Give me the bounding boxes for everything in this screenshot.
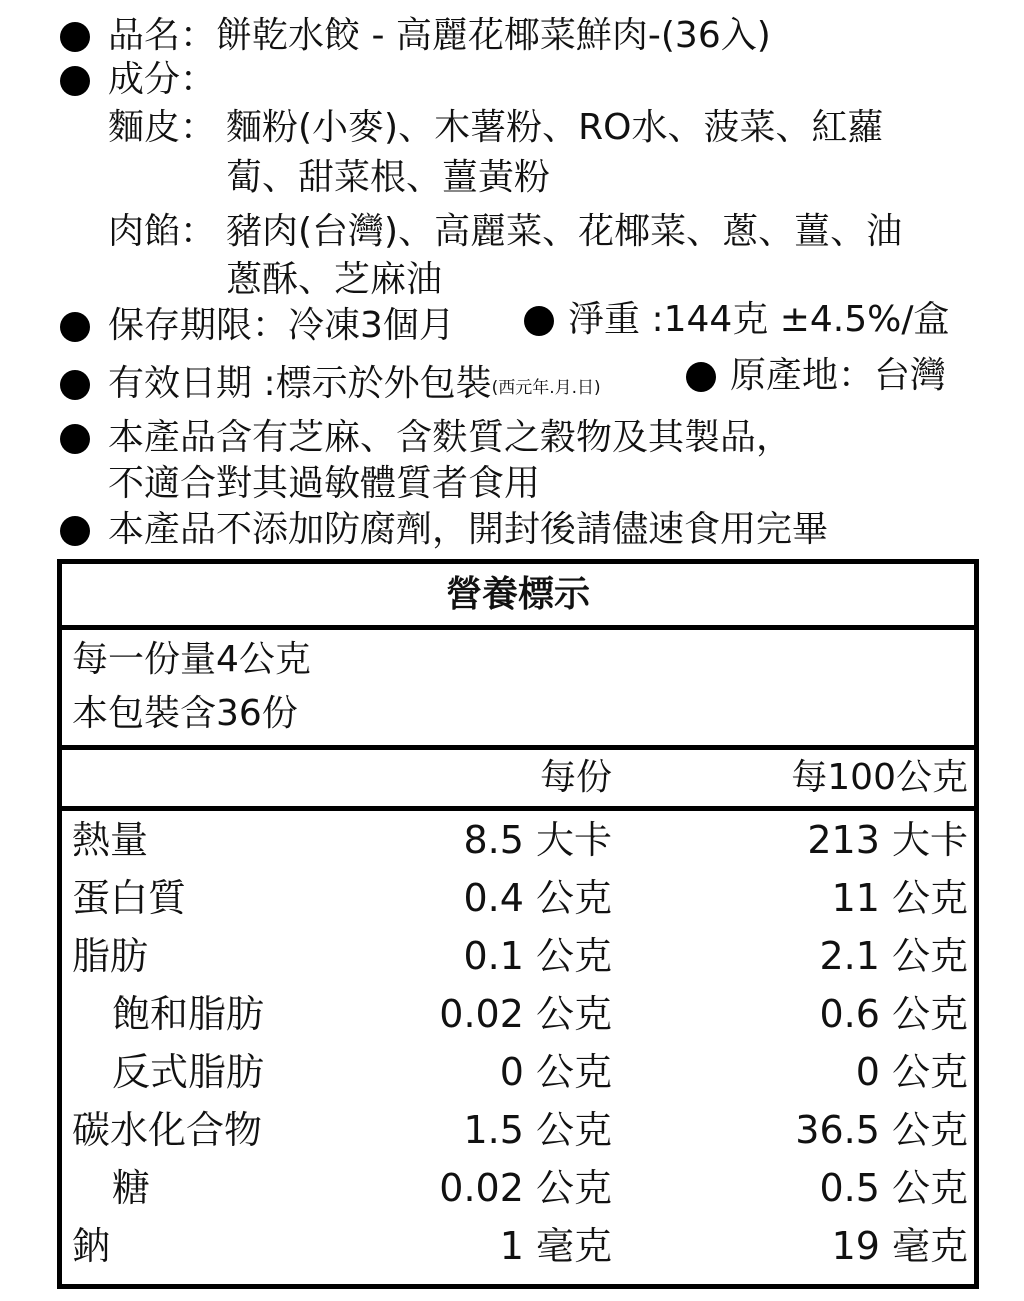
- table-row: [62, 1159, 974, 1217]
- per-serving-value: 1 毫克: [499, 1224, 612, 1268]
- expiry-format-note: (西元年.月.日): [491, 378, 601, 398]
- nutrient-label: 反式脂肪: [112, 1050, 265, 1094]
- filling-label: 肉餡：: [108, 211, 217, 252]
- table-row: [62, 985, 974, 1043]
- table-row: [62, 1101, 974, 1159]
- nutrient-label: 鈉: [72, 1224, 111, 1268]
- nutrient-label: 脂肪: [72, 934, 149, 978]
- table-row: [62, 927, 974, 985]
- per-serving-value: 1.5 公克: [463, 1108, 612, 1152]
- serving-size: 每一份量4公克: [72, 639, 311, 680]
- per-serving-value: 0.1 公克: [463, 934, 612, 978]
- expiry-text: 有效日期 :標示於外包裝: [108, 363, 492, 404]
- wrapper-label: 麵皮：: [108, 107, 217, 148]
- per-serving-value: 8.5 大卡: [463, 818, 612, 862]
- nutrient-label: 糖: [112, 1166, 151, 1210]
- allergen-line2: 不適合對其過敏體質者食用: [108, 463, 541, 504]
- allergen-line1: 本產品含有芝麻、含麩質之穀物及其製品，: [108, 417, 793, 458]
- per-100g-value: 0 公克: [855, 1050, 968, 1094]
- nutrient-label: 飽和脂肪: [112, 992, 265, 1036]
- per-100g-value: 36.5 公克: [795, 1108, 968, 1152]
- nutrition-title: 營養標示: [62, 564, 974, 630]
- per-serving-value: 0.02 公克: [439, 992, 612, 1036]
- servings-per-pack: 本包裝含36份: [72, 693, 298, 734]
- preservative-note: 本產品不添加防腐劑，開封後請儘速食用完畢: [108, 509, 829, 550]
- serving-info: [62, 630, 974, 750]
- table-row: [62, 811, 974, 869]
- per-100g-value: 2.1 公克: [819, 934, 968, 978]
- expiry-date: [108, 362, 601, 410]
- col-per-100g: 每100公克: [791, 757, 968, 798]
- nutrition-facts-panel: [57, 559, 979, 1289]
- origin: 原產地：台灣: [730, 355, 947, 396]
- per-serving-value: 0.02 公克: [439, 1166, 612, 1210]
- per-100g-value: 0.5 公克: [819, 1166, 968, 1210]
- per-100g-value: 19 毫克: [831, 1224, 968, 1268]
- bullet-icon: [60, 22, 90, 52]
- nutrient-label: 蛋白質: [72, 876, 187, 920]
- wrapper-ingredients-line1: 麵粉(小麥)、木薯粉、RO水、菠菜、紅蘿: [226, 107, 884, 148]
- table-row: [62, 1043, 974, 1101]
- per-serving-value: 0 公克: [499, 1050, 612, 1094]
- nutrient-label: 熱量: [72, 818, 149, 862]
- bullet-icon: [524, 306, 554, 336]
- column-headers: [62, 750, 974, 811]
- per-100g-value: 0.6 公克: [819, 992, 968, 1036]
- nutrient-label: 碳水化合物: [72, 1108, 263, 1152]
- bullet-icon: [60, 66, 90, 96]
- bullet-icon: [686, 362, 716, 392]
- bullet-icon: [60, 370, 90, 400]
- shelf-life: 保存期限：冷凍3個月: [108, 305, 455, 346]
- table-row: [62, 1217, 974, 1275]
- bullet-icon: [60, 424, 90, 454]
- ingredients-heading: 成分：: [108, 59, 217, 100]
- table-row: [62, 869, 974, 927]
- per-serving-value: 0.4 公克: [463, 876, 612, 920]
- per-100g-value: 11 公克: [831, 876, 968, 920]
- wrapper-ingredients-line2: 蔔、甜菜根、薑黃粉: [226, 157, 551, 198]
- net-weight: 淨重 :144克 ±4.5%/盒: [568, 299, 950, 340]
- per-100g-value: 213 大卡: [807, 818, 968, 862]
- bullet-icon: [60, 312, 90, 342]
- filling-ingredients-line1: 豬肉(台灣)、高麗菜、花椰菜、蔥、薑、油: [226, 211, 903, 252]
- bullet-icon: [60, 516, 90, 546]
- col-per-serving: 每份: [539, 757, 612, 798]
- product-name: 品名：餅乾水餃 - 高麗花椰菜鮮肉-(36入): [108, 15, 771, 56]
- filling-ingredients-line2: 蔥酥、芝麻油: [226, 259, 443, 300]
